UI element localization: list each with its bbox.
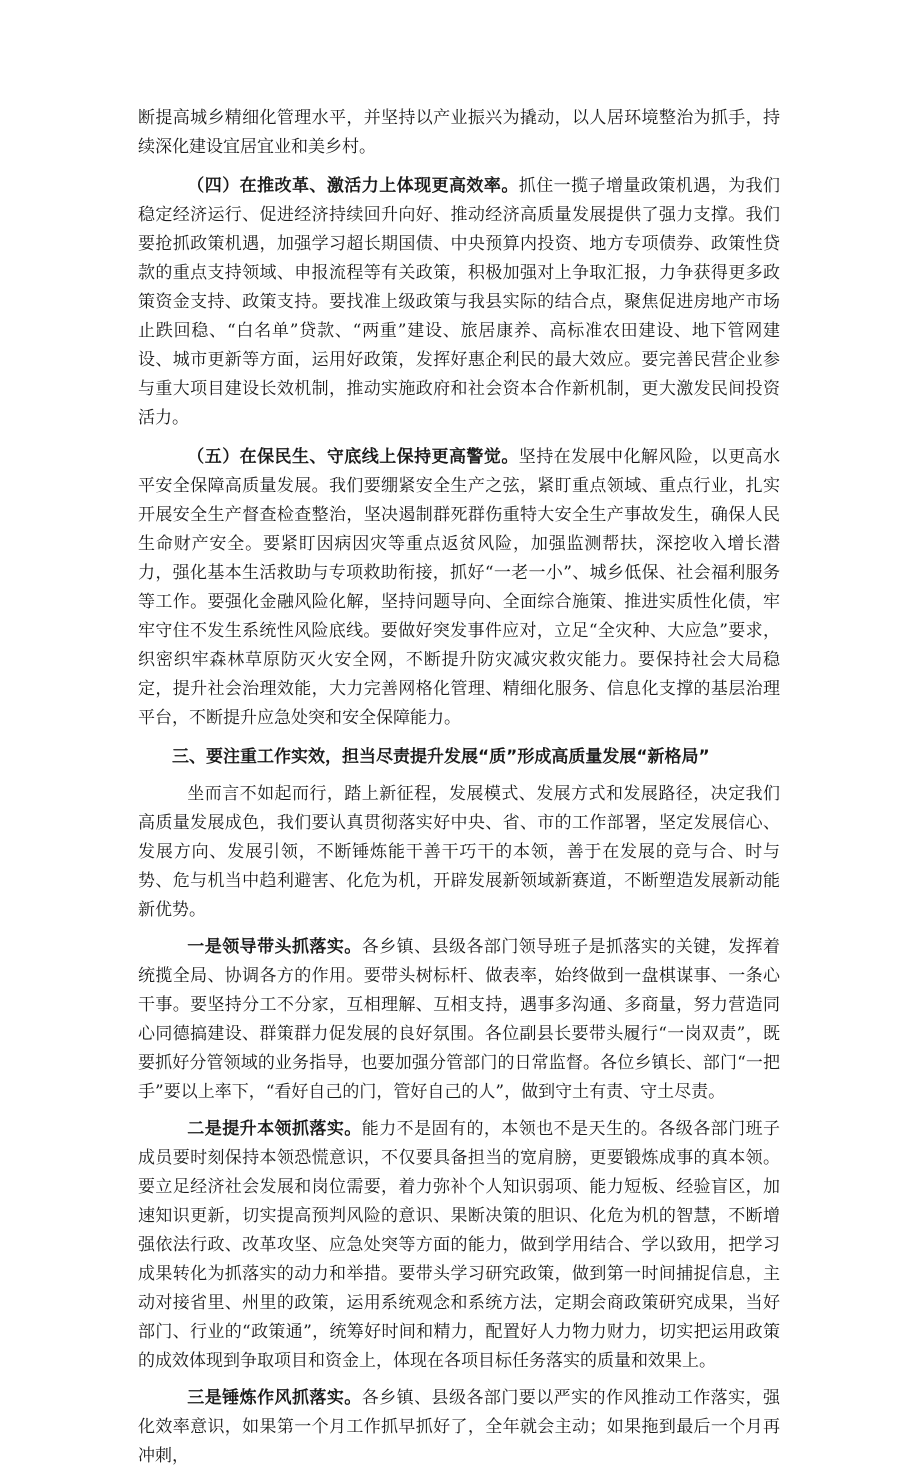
paragraph-body: 坐而言不如起而行，踏上新征程，发展模式、发展方式和发展路径，决定我们高质量发展成色，我们要认真贯彻落实好中央、省、市的工作部署，坚定发展信心、发展方向、发展引领，不断锤炼能干善干巧干的本领，善于在发展的竞与合、时与势、危与机当中趋利避害、化危为机，开辟发展新领域新赛道，不断塑造发展新动能新优势。 [138,784,780,920]
paragraph-lead: 二是提升本领抓落实。 [187,1119,362,1139]
paragraph-work-style [138,1384,780,1471]
paragraph-body: 坚持在发展中化解风险，以更高水平安全保障高质量发展。我们要绷紧安全生产之弦，紧盯重点领域、重点行业，扎实开展安全生产督查检查整治，坚决遏制群死群伤重特大安全生产事故发生，确保人民生命财产安全。要紧盯因病因灾等重点返贫风险，加强监测帮扶，深挖收入增长潜力，强化基本生活救助与专项救助衔接，抓好“一老一小”、城乡低保、社会福利服务等工作。要强化金融风险化解，坚持问题导向、全面综合施策、推进实质性化债，牢牢守住不发生系统性风险底线。要做好突发事件应对，立足“全灾种、大应急”要求，织密织牢森林草原防灭火安全网，不断提升防灾减灾救灾能力。要保持社会大局稳定，提升社会治理效能，大力完善网格化管理、精细化服务、信息化支撑的基层治理平台，不断提升应急处突和安全保障能力。 [138,447,781,728]
paragraph-body: 断提高城乡精细化管理水平，并坚持以产业振兴为撬动，以人居环境整治为抓手，持续深化建设宜居宜业和美乡村。 [138,108,780,157]
paragraph-body: 各乡镇、县级各部门要以严实的作风推动工作落实，强化效率意识，如果第一个月工作抓早抓好了，全年就会主动；如果拖到最后一个月再冲刺， [138,1388,781,1466]
paragraph-intro [138,780,780,925]
paragraph-livelihood [138,443,780,733]
paragraph-lead: （四）在推改革、激活力上体现更高效率。 [187,176,519,196]
paragraph-leadership [138,933,780,1107]
paragraph-lead: 三是锤炼作风抓落实。 [187,1388,362,1408]
paragraph-continuation [138,104,780,162]
section-heading: 三、要注重工作实效，担当尽责提升发展“质”形成高质量发展“新格局” [172,747,710,767]
paragraph-lead: 一是领导带头抓落实。 [187,937,362,957]
paragraph-body: 能力不是固有的，本领也不是天生的。各级各部门班子成员要时刻保持本领恐慌意识，不仅要具备担当的宽肩膀，更要锻炼成事的真本领。要立足经济社会发展和岗位需要，着力弥补个人知识弱项、能力短板、经验盲区，加速知识更新，切实提高预判风险的意识、果断决策的胆识、化危为机的智慧，不断增强依法行政、改革攻坚、应急处突等方面的能力，做到学用结合、学以致用，把学习成果转化为抓落实的动力和举措。要带头学习研究政策，做到第一时间捕捉信息，主动对接省里、州里的政策，运用系统观念和系统方法，定期会商政策研究成果，当好部门、行业的“政策通”，统筹好时间和精力，配置好人力物力财力，切实把运用政策的成效体现到争取项目和资金上，体现在各项目标任务落实的质量和效果上。 [138,1119,781,1371]
paragraph-body: 抓住一揽子增量政策机遇，为我们稳定经济运行、促进经济持续回升向好、推动经济高质量发展提供了强力支撑。我们要抢抓政策机遇，加强学习超长期国债、中央预算内投资、地方专项债券、政策性贷款的重点支持领域、申报流程等有关政策，积极加强对上争取汇报，力争获得更多政策资金支持、政策支持。要找准上级政策与我县实际的结合点，聚焦促进房地产市场止跌回稳、“白名单”贷款、“两重”建设、旅居康养、高标准农田建设、地下管网建设、城市更新等方面，运用好政策，发挥好惠企利民的最大效应。要完善民营企业参与重大项目建设长效机制，推动实施政府和社会资本合作新机制，更大激发民间投资活力。 [138,176,781,428]
paragraph-reform [138,172,780,433]
document-page [138,104,780,1471]
paragraph-capability [138,1115,780,1376]
paragraph-body: 各乡镇、县级各部门领导班子是抓落实的关键，发挥着统揽全局、协调各方的作用。要带头树标杆、做表率，始终做到一盘棋谋事、一条心干事。要坚持分工不分家，互相理解、互相支持，遇事多沟通、多商量，努力营造同心同德搞建设、群策群力促发展的良好氛围。各位副县长要带头履行“一岗双责”，既要抓好分管领域的业务指导，也要加强分管部门的日常监督。各位乡镇长、部门“一把手”要以上率下，“看好自己的门，管好自己的人”，做到守土有责、守土尽责。 [138,937,781,1102]
paragraph-lead: （五）在保民生、守底线上保持更高警觉。 [187,447,519,467]
